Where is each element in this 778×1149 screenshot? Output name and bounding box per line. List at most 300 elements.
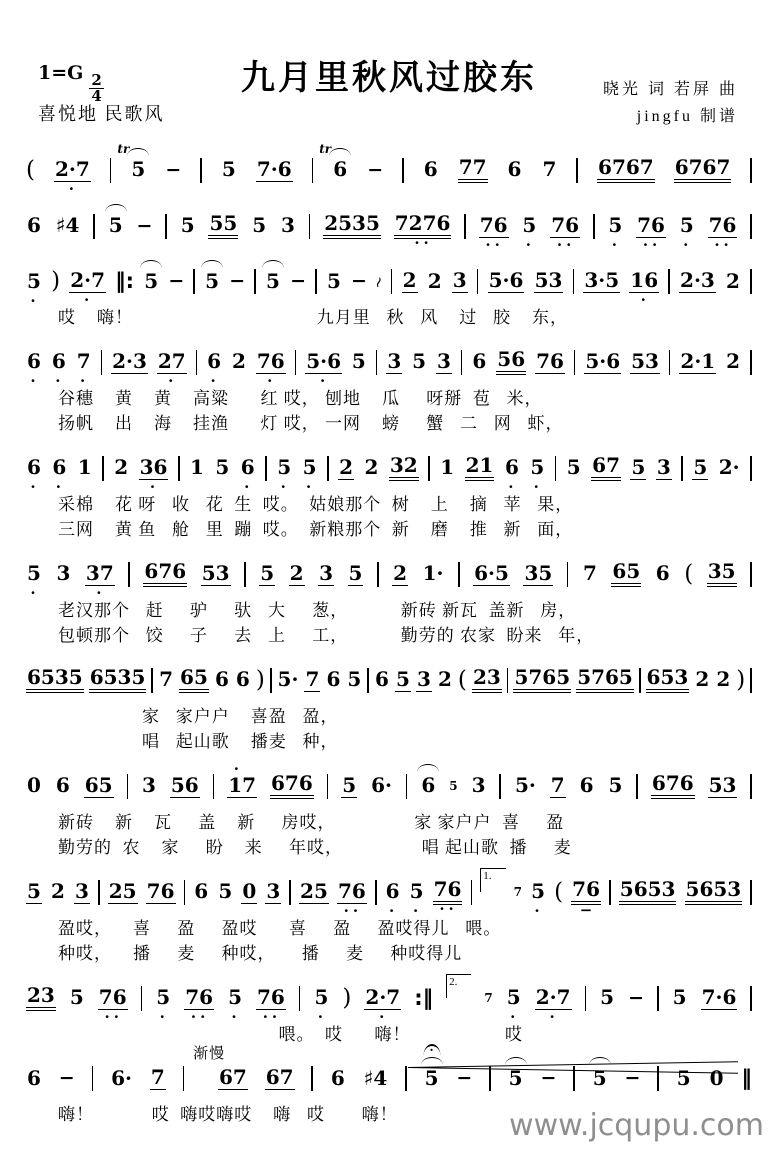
octave-dot-low: · xyxy=(319,371,330,390)
system-9 xyxy=(24,864,754,966)
note: 35 xyxy=(707,561,737,587)
notation-row xyxy=(24,142,754,198)
note: 2· xyxy=(718,455,740,479)
note: 6·5 xyxy=(474,560,509,585)
barline xyxy=(750,350,752,375)
sustain-dash: − xyxy=(229,270,246,292)
barline xyxy=(391,269,393,294)
barline xyxy=(375,880,377,905)
note: 77 xyxy=(458,157,488,183)
repeat-end-barline: :‖ xyxy=(414,985,434,1010)
slur-arc xyxy=(127,148,149,156)
parenthesis: ) xyxy=(342,984,352,1011)
note: 1· xyxy=(422,561,444,585)
note: 5 xyxy=(252,213,267,237)
note: 65 xyxy=(611,561,641,587)
note: 6 · xyxy=(52,455,67,496)
note: 5 xyxy=(449,779,458,793)
barline xyxy=(299,986,301,1011)
barline xyxy=(98,880,100,905)
note: 6 · xyxy=(27,349,41,390)
note: 7·6 xyxy=(701,984,737,1009)
barline xyxy=(377,562,379,587)
note: 76 ·· xyxy=(337,878,366,920)
note: 0 xyxy=(27,773,41,797)
note: 67 xyxy=(218,1065,247,1089)
note: 5 xyxy=(180,213,195,237)
notation-row: 6 − 6· 7 渐慢 67 67 6 ♯4 5 · − 5 − 5 − 5 0 ‖ xyxy=(27,1042,752,1090)
barline xyxy=(750,158,752,183)
note: 6 · xyxy=(240,455,255,496)
note: 6535 xyxy=(26,667,84,693)
note: 0 xyxy=(242,878,257,903)
note: 32 xyxy=(389,455,419,481)
note: 1 xyxy=(440,455,455,479)
note: 5 xyxy=(69,985,84,1009)
note: 2 xyxy=(393,560,408,585)
note: 2 xyxy=(51,879,65,903)
barline xyxy=(213,774,215,799)
barline xyxy=(289,880,291,905)
barline xyxy=(576,158,578,183)
note: 5 xyxy=(566,455,581,479)
slide-ornament: ≀ xyxy=(373,272,385,291)
octave-dot-low: · xyxy=(412,902,423,920)
octave-dot-low: · xyxy=(30,372,40,390)
note: 5 xyxy=(396,666,410,691)
note: 2 xyxy=(437,667,452,691)
sustain-dash: − xyxy=(168,270,185,292)
note: 5 · xyxy=(531,879,545,920)
note: 7 xyxy=(513,885,522,899)
lyric-line: 谷穗 黄 黄 高粱 红 哎， 刨地 瓜 呀掰 苞 米， xyxy=(58,389,543,408)
note: 2·7 · xyxy=(365,984,401,1026)
note: 23 xyxy=(472,667,502,693)
octave-dot-low: · xyxy=(83,291,94,309)
barline xyxy=(295,350,297,375)
octave-dot-low: · xyxy=(231,1008,241,1026)
octave-dot-low: · xyxy=(149,477,160,496)
barline xyxy=(750,456,752,481)
barline xyxy=(128,562,130,587)
octave-dot-low: · xyxy=(168,371,178,390)
barline xyxy=(312,158,314,183)
sustain-dash: − xyxy=(540,1067,557,1089)
barline xyxy=(593,214,595,239)
octave-dot-low: · xyxy=(317,1008,328,1026)
note: 2 xyxy=(725,268,740,293)
barline xyxy=(270,668,272,693)
octave-dot-low: · xyxy=(30,584,40,602)
note: 5 · xyxy=(530,455,545,496)
note: 6 xyxy=(375,667,389,691)
parenthesis: ) xyxy=(51,268,61,294)
notation-row xyxy=(24,440,754,496)
barline xyxy=(178,456,180,481)
note: 67 xyxy=(265,1065,294,1089)
note: 5 xyxy=(351,349,366,373)
note: 5 xyxy=(347,667,362,691)
trill-mark: tr xyxy=(117,142,130,156)
barline xyxy=(461,350,463,375)
note: 6 xyxy=(235,667,250,691)
lyric-line: 三网 黄 鱼 舱 里 蹦 哎。 新粮那个 新 磨 推 新 面， xyxy=(58,520,574,539)
note: 53 xyxy=(201,560,230,585)
notation-row xyxy=(24,334,754,390)
octave-dot-low: · xyxy=(640,291,650,309)
notation-row xyxy=(24,652,754,704)
barline xyxy=(183,1066,185,1091)
score-header xyxy=(24,14,754,132)
time-signature-beat-type: 4 xyxy=(91,87,102,106)
lyric-line: 勤劳的 农 家 盼 来 年哎， 唱 起山歌 播 麦 xyxy=(58,838,572,857)
note: 6 xyxy=(655,561,670,585)
note: 2·7 · xyxy=(70,268,106,309)
key-label: 1=G xyxy=(38,62,84,84)
lyric-line: 种哎， 播 麦 种哎， 播 麦 种哎得儿 xyxy=(58,944,463,963)
note: 5 · xyxy=(409,879,424,920)
slur-arc xyxy=(329,148,351,156)
note: 5 xyxy=(108,215,124,237)
notation-row xyxy=(24,758,754,810)
octave-dot-low: · xyxy=(379,1007,389,1026)
note: 5 xyxy=(27,878,41,903)
octave-dot-low: · xyxy=(244,478,254,496)
note: 21 xyxy=(465,455,495,481)
credit-lyricist-composer: 晓光 词 若屏 曲 xyxy=(602,81,738,98)
lyric-line: 包顿那个 饺 子 去 上 工， 勤劳的 农家 盼来 年， xyxy=(58,626,595,645)
note: 5 xyxy=(508,1068,524,1090)
note: 5 xyxy=(260,560,275,585)
note: 3·5 xyxy=(584,268,620,292)
barline xyxy=(405,1066,407,1091)
octave-dot-low: · xyxy=(68,179,79,198)
octave-dot-low: · xyxy=(534,902,544,920)
note: 1 xyxy=(77,455,92,479)
decrescendo-hairpin xyxy=(408,1061,738,1073)
barline xyxy=(585,986,587,1011)
octave-dot-low: · xyxy=(30,291,40,310)
note: 6· xyxy=(371,773,392,797)
note: 5 · xyxy=(522,213,537,254)
octave-dot-low: · xyxy=(508,478,518,496)
barline xyxy=(681,456,683,481)
barline xyxy=(507,668,509,693)
note: 5 xyxy=(215,455,230,479)
barline xyxy=(315,269,317,294)
barline xyxy=(750,986,752,1011)
note: ♯4 xyxy=(363,1065,388,1090)
barline xyxy=(92,1066,94,1091)
note: 5653 xyxy=(619,879,677,905)
note: 76 · xyxy=(256,348,285,390)
sustain-dash: − xyxy=(136,214,153,237)
system-3 xyxy=(24,254,754,330)
note: 5 xyxy=(693,454,708,479)
note: 6 · xyxy=(504,455,519,496)
octave-dot-low: ·· xyxy=(556,235,576,254)
sustain-dash: − xyxy=(165,158,182,181)
note: 53 xyxy=(534,268,563,292)
note: 1 xyxy=(190,455,204,479)
note: 3 xyxy=(56,561,71,585)
note: 5·6 xyxy=(488,268,524,292)
notation-row xyxy=(24,198,754,254)
barline xyxy=(151,668,153,693)
note: 676 xyxy=(270,773,314,799)
octave-dot-low: · xyxy=(30,478,40,496)
barline xyxy=(750,214,752,239)
notation-row xyxy=(24,254,754,310)
note: 2 xyxy=(695,667,710,691)
octave-dot-low: · xyxy=(55,478,65,496)
note: 0 xyxy=(709,1065,724,1090)
sustain-dash: − xyxy=(624,1067,641,1089)
parenthesis: ( xyxy=(26,156,35,183)
note: 76 ·· xyxy=(98,984,127,1026)
note: 2·7 · xyxy=(535,984,571,1026)
note: 5 · xyxy=(27,268,41,310)
octave-dot-high: · xyxy=(233,759,239,778)
fermata: · xyxy=(423,1044,440,1056)
slur-arc xyxy=(105,204,127,212)
barline xyxy=(555,456,557,481)
octave-dot-low: · xyxy=(55,372,65,390)
barline xyxy=(127,774,129,799)
note: 6 xyxy=(194,879,209,903)
repeat-begin-barline: ‖: xyxy=(115,269,135,293)
note: 5 · xyxy=(506,985,521,1026)
note: 6 · xyxy=(385,879,400,920)
barline xyxy=(311,1066,313,1091)
system-2 xyxy=(24,198,754,254)
note: 67 xyxy=(591,455,621,481)
note: 5 xyxy=(143,271,159,293)
note: 5 · xyxy=(314,985,329,1026)
note: 5 xyxy=(218,879,233,903)
note: ♯4 xyxy=(55,213,80,237)
note: 6 tr xyxy=(332,159,348,181)
slur-arc xyxy=(140,260,162,268)
barline xyxy=(668,269,670,294)
note: 6535 xyxy=(89,667,147,693)
note: 676 xyxy=(143,561,187,587)
note: 676 xyxy=(651,773,695,799)
barline xyxy=(402,158,404,183)
note: 6 xyxy=(326,667,341,691)
lyric-line: 采棉 花 呀 收 花 生 哎。 姑娘那个 树 上 摘 苹 果， xyxy=(58,495,574,514)
sustain-dash: − xyxy=(579,901,593,919)
barline xyxy=(573,269,575,294)
barline xyxy=(110,158,112,183)
system-7 xyxy=(24,652,754,754)
barline xyxy=(406,774,408,799)
note: 56 xyxy=(496,349,526,375)
note: 36 · xyxy=(139,454,168,496)
octave-dot-low: · xyxy=(388,902,399,920)
note: 2 xyxy=(726,349,741,373)
sustain-dash: − xyxy=(58,1067,75,1089)
note: 2 xyxy=(339,454,353,479)
note: 5 xyxy=(676,1065,691,1090)
sustain-dash: − xyxy=(351,270,367,292)
parenthesis: ) xyxy=(255,666,265,693)
lyric-line: 嗨！ 哎 嗨哎嗨哎 嗨 哎 嗨！ xyxy=(58,1105,398,1124)
note: 3 xyxy=(416,666,431,691)
barline xyxy=(477,269,479,294)
note: 653 xyxy=(646,667,690,693)
barline xyxy=(101,350,103,375)
note: 3 xyxy=(266,878,281,903)
barline xyxy=(750,668,752,693)
octave-dot-low: · xyxy=(611,236,621,254)
barline xyxy=(193,269,195,294)
note: 2 xyxy=(402,268,417,292)
lyric-line: 新砖 新 瓦 盖 新 房哎， 家 家户户 喜 盈 xyxy=(58,813,565,832)
lyric-line: 喂。 哎 嗨！ 哎 xyxy=(58,1025,523,1044)
note: 2 xyxy=(364,455,379,479)
note: 5 xyxy=(600,985,615,1009)
note: 5 tr xyxy=(130,159,146,181)
note: 5 · xyxy=(277,455,292,496)
lyric-line: 哎 嗨！ 九月里 秋 风 过 胶 东， xyxy=(58,308,568,327)
note: 6 xyxy=(472,349,487,373)
note: 7276 ·· xyxy=(394,211,451,252)
note: 6 xyxy=(507,157,522,181)
barline xyxy=(567,562,569,587)
note: 37 · xyxy=(85,560,114,602)
note: 5 xyxy=(672,985,687,1009)
note: 5 xyxy=(204,271,220,293)
lyric-line: 家 家户户 喜盈 盈， xyxy=(58,707,339,726)
notation-row xyxy=(24,970,754,1026)
note: 6· xyxy=(111,1065,132,1090)
system-10 xyxy=(24,970,754,1047)
note: 3 xyxy=(437,348,451,373)
barline xyxy=(636,774,638,799)
note: 3 xyxy=(142,773,156,797)
lyric-line: 老汉那个 赶 驴 驮 大 葱， 新砖 新瓦 盖新 房， xyxy=(58,601,577,620)
note: 3 xyxy=(387,348,402,373)
volta-bracket: 2. xyxy=(446,974,471,998)
octave-dot-low: ·· xyxy=(262,1007,282,1026)
octave-dot-low: · xyxy=(525,236,535,254)
barline xyxy=(428,456,430,481)
barline xyxy=(669,350,671,375)
barline xyxy=(499,774,501,799)
slur-arc xyxy=(417,764,439,772)
octave-dot-low: · xyxy=(267,371,277,390)
barline xyxy=(574,350,576,375)
note: 76 ·· xyxy=(257,984,285,1026)
note: 5 · xyxy=(679,213,694,254)
note: 6767 xyxy=(674,157,732,183)
slur-arc xyxy=(201,260,223,268)
octave-dot-low: · xyxy=(533,478,543,496)
note: 53 xyxy=(708,772,737,797)
notation-row xyxy=(24,864,754,920)
note: 5 · xyxy=(424,1068,440,1090)
barline xyxy=(376,350,378,375)
note: 2 xyxy=(289,560,304,585)
octave-dot-low: · xyxy=(96,583,106,602)
note: 2·3 xyxy=(112,348,147,373)
note: 2535 xyxy=(323,213,381,239)
note: 76 ·· xyxy=(551,212,580,254)
note: 7 xyxy=(542,157,557,181)
barline xyxy=(141,986,143,1011)
note: 5 · xyxy=(228,985,242,1026)
barline xyxy=(244,562,246,587)
note: 6 · xyxy=(207,349,222,390)
score xyxy=(24,142,754,1127)
parenthesis: ( xyxy=(684,560,694,587)
note: 6 xyxy=(55,773,70,797)
octave-dot-low: ·· xyxy=(343,901,363,920)
note: 3 xyxy=(656,454,671,479)
barline xyxy=(471,880,473,905)
parenthesis: ( xyxy=(554,878,564,905)
sustain-dash: − xyxy=(628,986,644,1009)
note: 5 xyxy=(412,349,427,373)
note: 53 xyxy=(631,348,659,373)
note: 5·6 xyxy=(585,348,621,373)
lyric-line: 盈哎， 喜 盈 盈哎 喜 盈 盈哎得儿 喂。 xyxy=(58,919,502,938)
note: 5765 xyxy=(576,667,634,693)
note: 6 · xyxy=(51,349,66,390)
barline xyxy=(184,880,186,905)
barline xyxy=(309,214,311,239)
note: 56 xyxy=(170,772,199,797)
expression-marking: 喜悦地 民歌风 xyxy=(38,104,165,124)
note: 3 xyxy=(280,213,295,237)
note: 6 xyxy=(214,667,229,691)
octave-dot-low: · xyxy=(210,372,220,390)
note: 55 xyxy=(208,213,238,239)
trill-mark: tr xyxy=(319,142,332,156)
note: 7 xyxy=(305,666,320,691)
barline xyxy=(750,880,752,905)
note: 35 xyxy=(524,560,553,585)
barline xyxy=(254,269,256,294)
barline xyxy=(200,158,202,183)
note: 7 xyxy=(150,1065,165,1089)
note: 5 xyxy=(608,773,623,797)
note: 5 · xyxy=(27,561,41,602)
note: 6767 xyxy=(597,157,655,183)
sustain-dash: − xyxy=(290,270,307,292)
final-barline: ‖ xyxy=(741,1066,752,1090)
note: 65 xyxy=(84,772,113,797)
barline xyxy=(93,214,95,239)
barline xyxy=(196,350,198,375)
note: 76 ·· xyxy=(479,212,508,254)
note: 16 · xyxy=(630,268,659,309)
octave-dot-low: ·· xyxy=(439,900,458,918)
sustain-dash: − xyxy=(456,1067,473,1089)
note: 5 xyxy=(265,271,281,293)
note: 7 · xyxy=(76,349,91,390)
note: 6 · xyxy=(27,455,41,496)
note: 5 · xyxy=(608,213,623,254)
system-5 xyxy=(24,440,754,542)
lyric-line: 扬帆 出 海 挂渔 灯 哎， 一网 螃 蟹 二 网 虾， xyxy=(58,414,564,433)
note: 5 xyxy=(326,268,341,293)
note: 3 xyxy=(75,878,89,903)
watermark: www.jcqupu.com xyxy=(509,1108,764,1143)
octave-dot-low: ·· xyxy=(485,235,504,254)
note: 7 xyxy=(159,667,173,691)
